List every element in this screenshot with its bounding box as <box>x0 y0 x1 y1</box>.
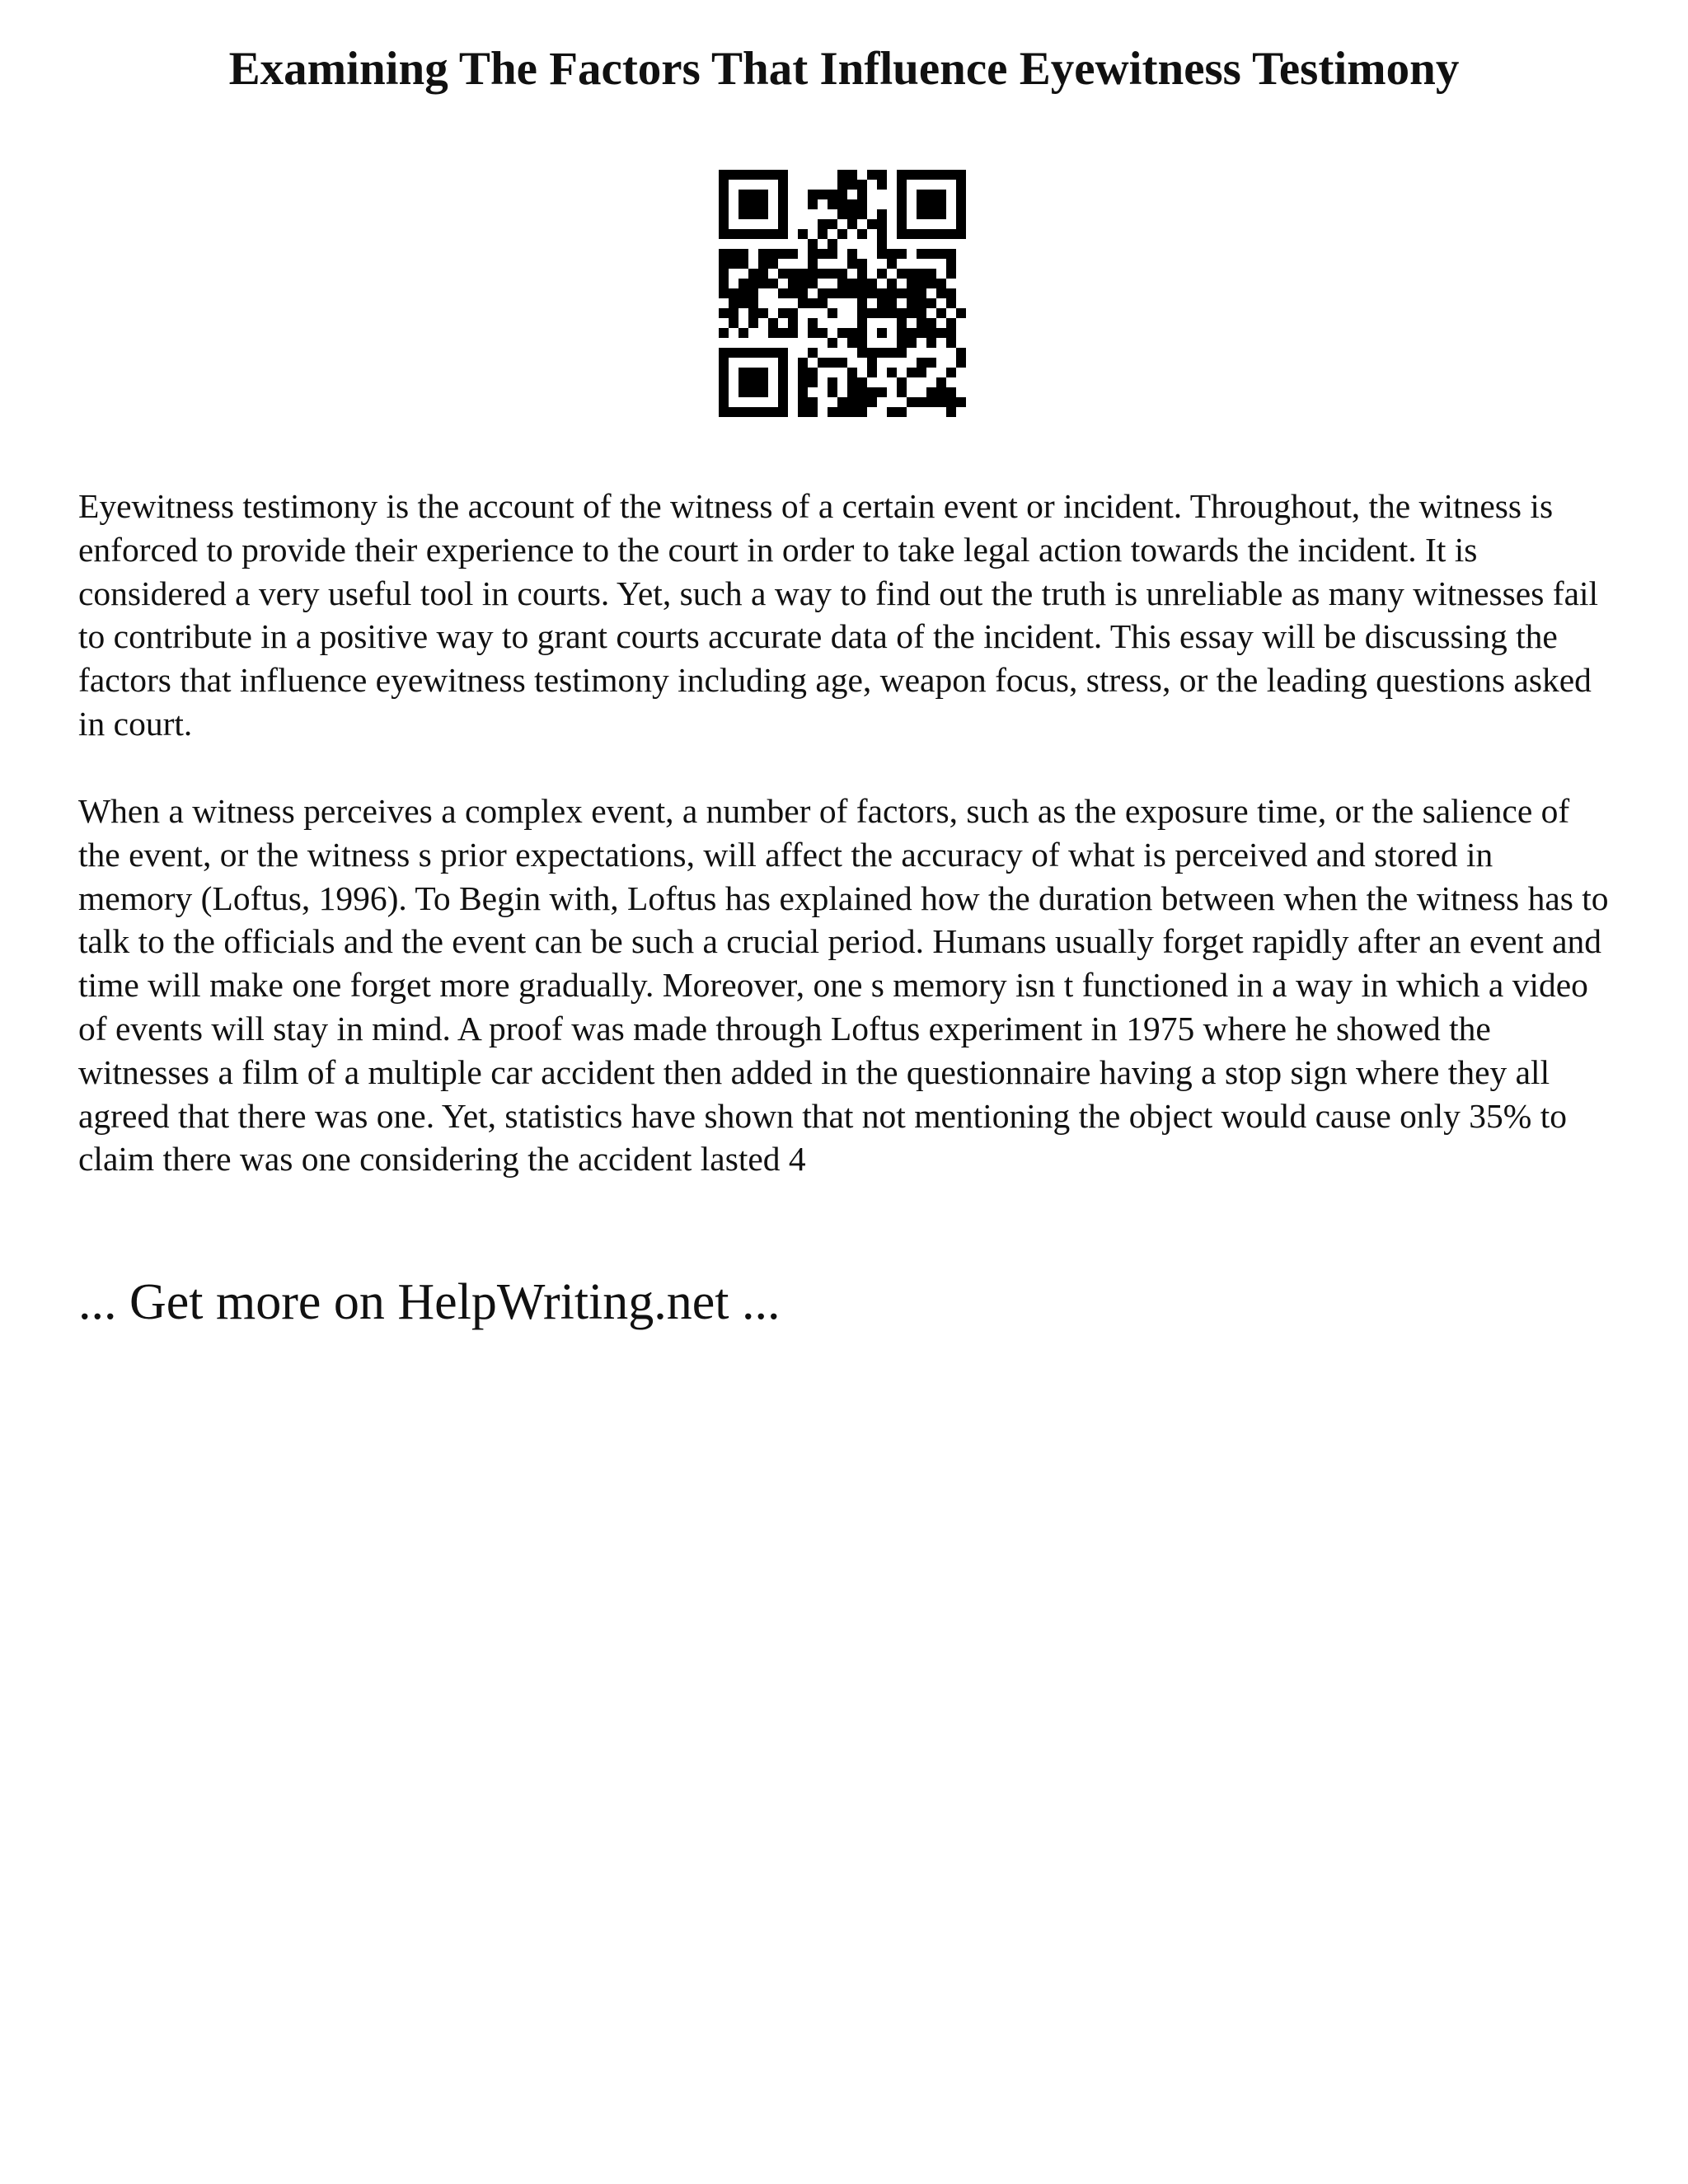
paragraph-loftus: When a witness perceives a complex event, a number of factors, such as the exposure time, or the salience of the event, or the witness s prior expectations, will affect the accuracy of what is perceived and stored in memory (Loftus, 1996). To Begin with, Loftus has explained how the duration between when the witness has to talk to the officials and the event can be such a crucial period. Humans usually forget rapidly after an event and time will make one forget more gradually. Moreover, one s memory isn t functioned in a way in which a video of events will stay in mind. A proof was made through Loftus experiment in 1975 where he showed the witnesses a film of a multiple car accident then added in the questionnaire having a stop sign where they all agreed that there was one. Yet, statistics have shown that not mentioning the object would cause only 35% to claim there was one considering the accident lasted 4 <box>78 792 1609 1179</box>
document-title: Examining The Factors That Influence Eyewitness Testimony <box>228 43 1460 95</box>
paragraph-intro: Eyewitness testimony is the account of the witness of a certain event or incident. Throughout, the witness is enforced to provide their experience to the court in order to take legal action towards the incident. It is considered a very useful tool in courts. Yet, such a way to find out the truth is unreliable as many witnesses fail to contribute in a positive way to grant courts accurate data of the incident. This essay will be discussing the factors that influence eyewitness testimony including age, weapon focus, stress, or the leading questions asked in court. <box>78 487 1599 743</box>
get-more-link[interactable]: ... Get more on HelpWriting.net ... <box>78 1274 781 1330</box>
qr-code-icon[interactable] <box>719 170 966 417</box>
